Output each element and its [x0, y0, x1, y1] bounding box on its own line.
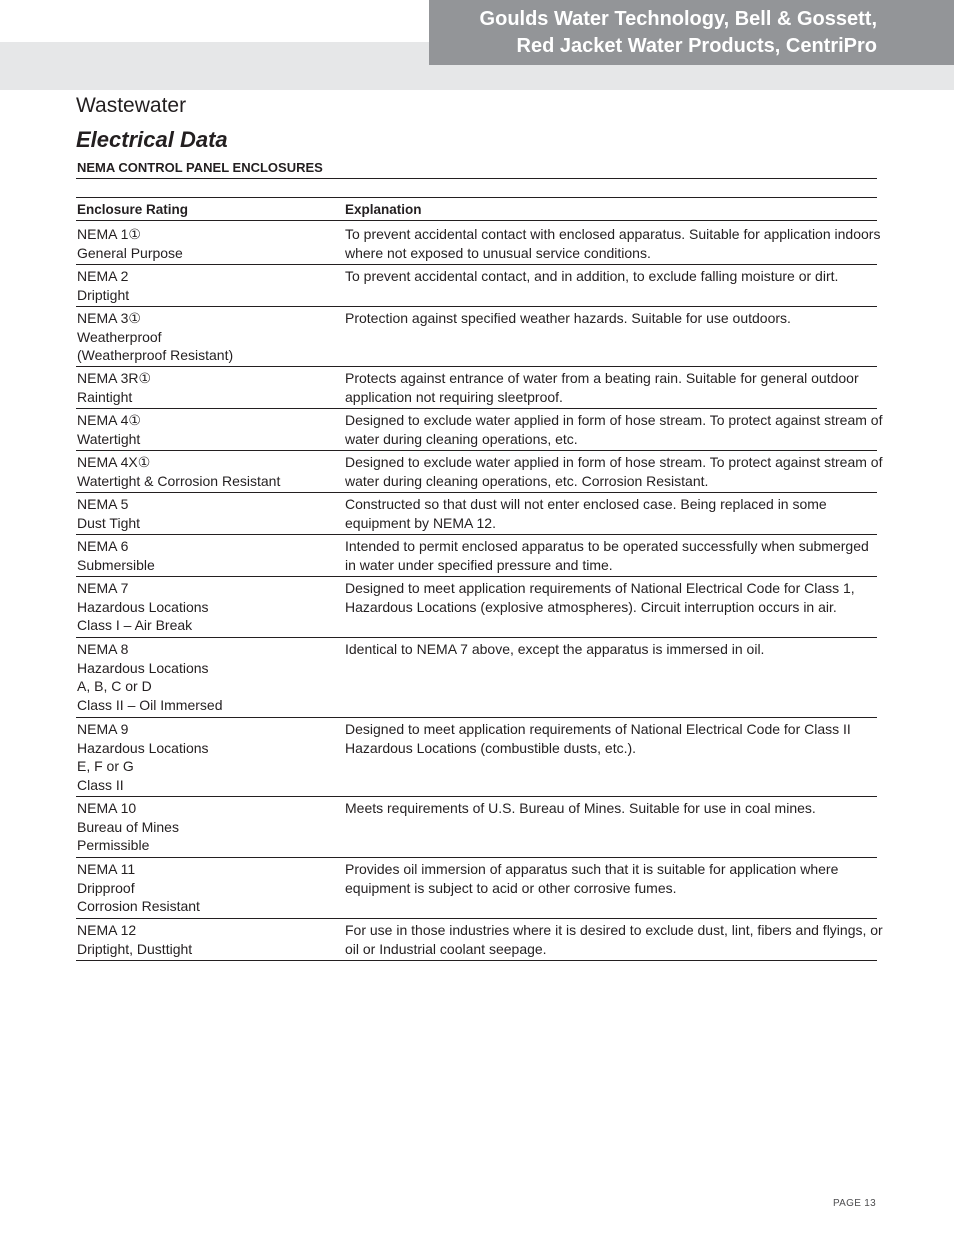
explanation-line: Hazardous Locations (explosive atmospheres). Circuit interruption occurs in air. — [345, 598, 837, 615]
enclosure-rating-line: Hazardous Locations — [77, 598, 209, 615]
column-header-explanation: Explanation — [345, 202, 422, 217]
table-row — [76, 717, 877, 797]
explanation-cell — [345, 640, 915, 659]
enclosure-rating-line: NEMA 2 — [77, 268, 129, 284]
enclosure-rating-cell — [77, 921, 339, 958]
table-row — [76, 857, 877, 919]
section-name: Wastewater — [76, 94, 187, 117]
enclosure-rating-cell — [77, 860, 339, 916]
enclosure-rating-line: Permissible — [77, 837, 150, 854]
enclosure-rating-line: Driptight — [77, 286, 130, 303]
column-header-rating: Enclosure Rating — [77, 202, 189, 217]
explanation-line: Provides oil immersion of apparatus such that it is suitable for application where — [345, 861, 839, 877]
enclosure-rating-line: Submersible — [77, 556, 155, 573]
explanation-line: Intended to permit enclosed apparatus to be operated successfully when submerged — [345, 538, 869, 554]
explanation-cell — [345, 537, 915, 574]
explanation-cell — [345, 225, 915, 262]
enclosure-rating-line: NEMA 11 — [77, 861, 136, 877]
explanation-cell — [345, 495, 915, 532]
enclosure-rating-line: NEMA 12 — [77, 922, 137, 938]
table-row — [76, 492, 877, 535]
explanation-line: For use in those industries where it is desired to exclude dust, lint, fibers and flyings, or — [345, 922, 883, 938]
enclosure-rating-cell — [77, 225, 339, 262]
table-top-rule — [76, 197, 877, 198]
enclosure-rating-line: NEMA 4X① — [77, 454, 151, 470]
enclosure-rating-line: NEMA 10 — [77, 800, 137, 816]
brand-line-2: Red Jacket Water Products, CentriPro — [516, 35, 877, 57]
table-row — [76, 450, 883, 493]
enclosure-rating-line: Class II – Oil Immersed — [77, 696, 223, 713]
explanation-line: Identical to NEMA 7 above, except the apparatus is immersed in oil. — [345, 641, 765, 657]
explanation-cell — [345, 720, 915, 757]
enclosure-rating-line: (Weatherproof Resistant) — [77, 347, 234, 364]
explanation-line: Hazardous Locations (combustible dusts, etc.). — [345, 739, 637, 756]
enclosure-rating-line: NEMA 6 — [77, 538, 129, 554]
enclosure-rating-line: General Purpose — [77, 244, 183, 261]
table-row — [76, 222, 881, 265]
enclosure-rating-cell — [77, 411, 339, 448]
table-row — [76, 576, 877, 638]
explanation-line: Constructed so that dust will not enter enclosed case. Being replaced in some — [345, 496, 827, 512]
explanation-line: Designed to meet application requirements of National Electrical Code for Class II — [345, 721, 851, 737]
enclosure-rating-line: Watertight & Corrosion Resistant — [77, 472, 281, 489]
brand-line-1: Goulds Water Technology, Bell & Gossett, — [479, 8, 877, 30]
explanation-cell — [345, 411, 915, 448]
explanation-line: Protects against entrance of water from a beating rain. Suitable for general outdoor — [345, 370, 859, 386]
explanation-line: water during cleaning operations, etc. Corrosion Resistant. — [345, 472, 709, 489]
enclosure-rating-line: Bureau of Mines — [77, 818, 179, 835]
explanation-cell — [345, 267, 915, 286]
explanation-cell — [345, 921, 915, 958]
enclosure-rating-line: Corrosion Resistant — [77, 898, 200, 915]
explanation-cell — [345, 579, 915, 616]
table-row — [76, 637, 877, 718]
explanation-line: Protection against specified weather hazards. Suitable for use outdoors. — [345, 310, 791, 326]
explanation-line: in water under specified pressure and time. — [345, 556, 613, 573]
enclosure-rating-line: A, B, C or D — [77, 678, 152, 695]
enclosure-rating-line: Raintight — [77, 388, 133, 405]
enclosure-rating-line: NEMA 5 — [77, 496, 129, 512]
explanation-cell — [345, 309, 915, 328]
enclosure-rating-line: Dripproof — [77, 879, 135, 896]
enclosure-rating-line: Class I – Air Break — [77, 617, 193, 634]
enclosure-rating-cell — [77, 495, 339, 532]
table-row — [76, 534, 877, 577]
subtitle-divider — [76, 178, 877, 179]
enclosure-rating-cell — [77, 453, 339, 490]
enclosure-rating-line: Class II — [77, 776, 124, 793]
enclosure-rating-line: Driptight, Dusttight — [77, 940, 193, 957]
enclosure-rating-line: NEMA 7 — [77, 580, 129, 596]
table-header-rule — [76, 220, 877, 221]
enclosure-rating-cell — [77, 309, 339, 365]
enclosure-rating-line: Watertight — [77, 430, 141, 447]
enclosure-rating-line: Hazardous Locations — [77, 739, 209, 756]
enclosure-rating-cell — [77, 369, 339, 406]
enclosure-rating-cell — [77, 579, 339, 635]
enclosure-rating-line: NEMA 3R① — [77, 370, 152, 386]
page-title: Electrical Data — [76, 127, 228, 152]
enclosure-rating-line: Dust Tight — [77, 514, 141, 531]
table-row — [76, 796, 877, 858]
explanation-line: Designed to exclude water applied in form of hose stream. To protect against stream of — [345, 454, 883, 470]
enclosure-rating-line: E, F or G — [77, 758, 134, 775]
enclosure-rating-line: NEMA 9 — [77, 721, 129, 737]
table-row — [76, 408, 883, 451]
enclosure-rating-line: Hazardous Locations — [77, 659, 209, 676]
enclosure-rating-line: NEMA 3① — [77, 310, 141, 326]
enclosure-rating-cell — [77, 267, 339, 304]
explanation-cell — [345, 799, 915, 818]
enclosure-rating-line: NEMA 8 — [77, 641, 129, 657]
explanation-line: application not requiring sleetproof. — [345, 388, 563, 405]
explanation-line: To prevent accidental contact, and in addition, to exclude falling moisture or dirt. — [345, 268, 839, 284]
explanation-line: To prevent accidental contact with enclosed apparatus. Suitable for application indoors — [345, 226, 881, 242]
explanation-line: water during cleaning operations, etc. — [345, 430, 578, 447]
enclosure-rating-cell — [77, 537, 339, 574]
enclosure-rating-line: NEMA 1① — [77, 226, 141, 242]
table-row — [76, 918, 883, 961]
enclosure-rating-line: NEMA 4① — [77, 412, 141, 428]
explanation-line: equipment is subject to acid or other corrosive fumes. — [345, 879, 677, 896]
explanation-cell — [345, 369, 915, 406]
explanation-cell — [345, 453, 915, 490]
page-number: PAGE 13 — [832, 1198, 876, 1209]
explanation-line: oil or Industrial coolant seepage. — [345, 940, 547, 957]
explanation-line: where not exposed to unusual service conditions. — [345, 244, 651, 261]
explanation-line: Designed to exclude water applied in form of hose stream. To protect against stream of — [345, 412, 883, 428]
section-subtitle: NEMA CONTROL PANEL ENCLOSURES — [77, 160, 323, 175]
explanation-line: equipment by NEMA 12. — [345, 514, 496, 531]
enclosure-rating-cell — [77, 799, 339, 855]
table-row — [76, 366, 877, 409]
brand-box — [429, 0, 954, 65]
enclosure-rating-cell — [77, 720, 339, 794]
table-row — [76, 306, 877, 367]
explanation-line: Meets requirements of U.S. Bureau of Mines. Suitable for use in coal mines. — [345, 800, 816, 816]
explanation-line: Designed to meet application requirements of National Electrical Code for Class 1, — [345, 580, 855, 596]
enclosure-rating-cell — [77, 640, 339, 714]
explanation-cell — [345, 860, 915, 897]
enclosure-rating-line: Weatherproof — [77, 328, 162, 345]
table-row — [76, 264, 877, 307]
